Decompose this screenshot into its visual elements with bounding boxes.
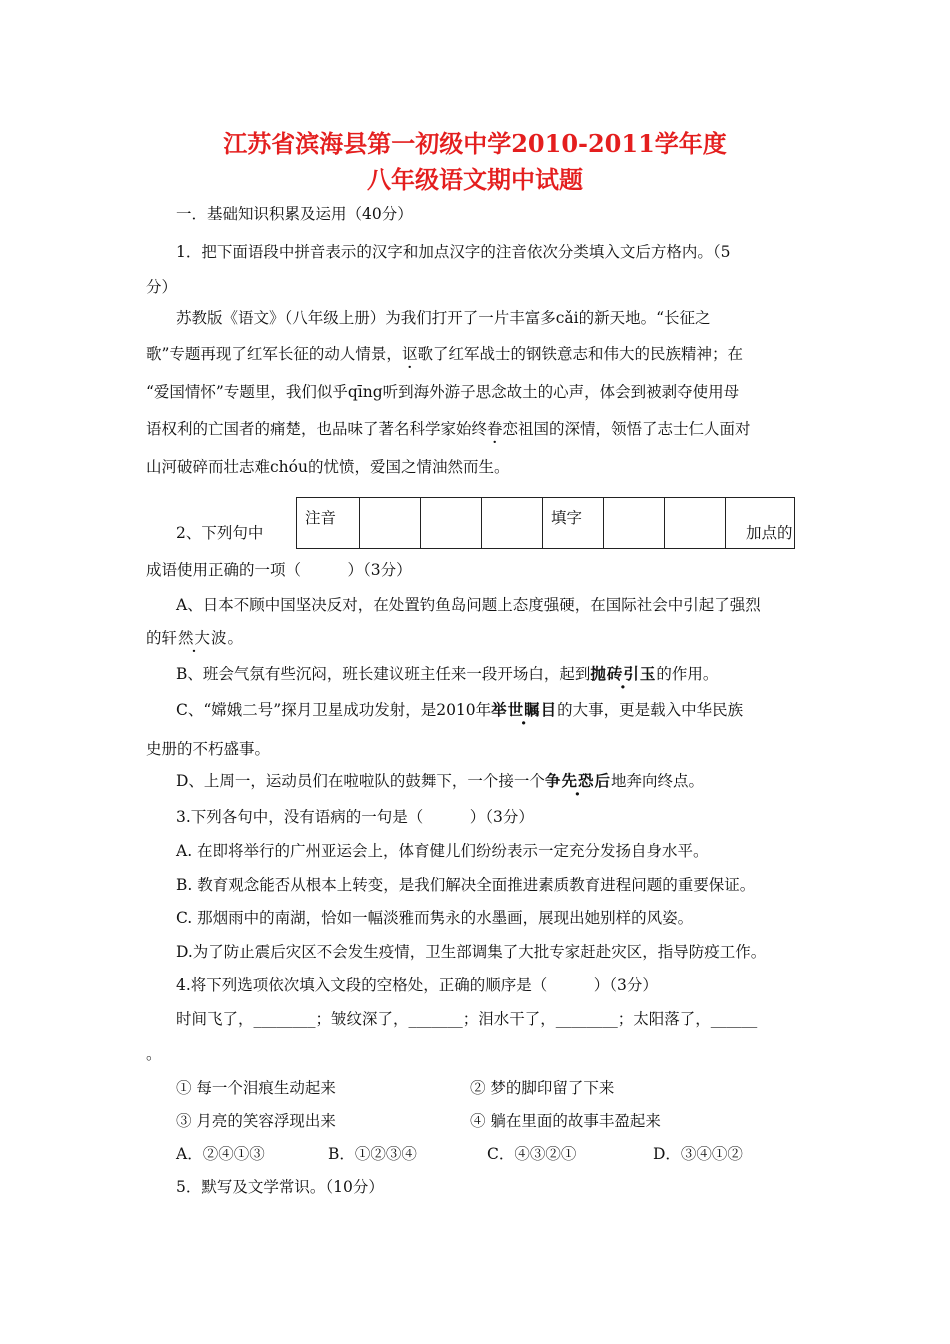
dotted-idiom: 抛砖引玉 [590,664,657,683]
q2-option-b: B、班会气氛有些沉闷，班长建议班主任来一段开场白，起到抛砖引玉的作用。 [176,664,719,683]
q2-option-c-cont: 史册的不朽盛事。 [146,740,271,758]
q1-passage-line: 歌”专题再现了红军长征的动人情景，讴歌了红军战士的钢铁意志和伟大的民族精神；在 [146,342,743,364]
q3-option-d: D.为了防止震后灾区不会发生疫情，卫生部调集了大批专家赶赴灾区，指导防疫工作。 [176,943,767,961]
table-label-fill: 填字 [543,498,604,549]
answer-cell[interactable] [360,498,421,549]
answer-cell[interactable] [604,498,665,549]
dotted-idiom: 轩然大波 [161,629,228,647]
q4-choice-a: A．②④①③ [176,1145,265,1163]
dotted-idiom: 争先恐后 [544,771,611,790]
table-label-pinyin: 注音 [297,498,360,549]
q2-stem-cont: 成语使用正确的一项（ ）（3分） [146,561,412,579]
answer-cell[interactable] [665,498,726,549]
q1-passage-line: “爱国情怀”专题里，我们似乎qīng听到海外游子思念故土的心声，体会到被剥夺使用母 [146,383,740,401]
q1-stem-cont: 分） [146,278,178,296]
q2-option-a-cont: 的轩然大波。 [146,626,243,648]
section-heading: 一．基础知识积累及运用（40分） [176,205,413,223]
q4-item-1: ① 每一个泪痕生动起来 [176,1079,336,1097]
dotted-char: 眷 [487,420,503,438]
answer-cell[interactable] [482,498,543,549]
q4-item-4: ④ 躺在里面的故事丰盈起来 [470,1112,661,1130]
q4-fill-line: 时间飞了，________；皱纹深了，_______；泪水干了，________；太阳落了，______ [176,1010,758,1028]
q4-stem: 4.将下列选项依次填入文段的空格处，正确的顺序是（ ）（3分） [176,976,658,994]
q3-option-b: B. 教育观念能否从根本上转变，是我们解决全面推进素质教育进程问题的重要保证。 [176,876,756,894]
q3-option-a: A. 在即将举行的广州亚运会上，体育健儿们纷纷表示一定充分发扬自身水平。 [176,842,709,860]
exam-title-line1: 江苏省滨海县第一初级中学2010-2011学年度 [223,129,727,158]
answer-table [296,497,795,549]
dotted-char: 讴 [401,345,418,363]
q2-stem: 2、下列句中 [176,524,264,542]
q4-item-2: ② 梦的脚印留了下来 [470,1079,615,1097]
q3-stem: 3.下列各句中，没有语病的一句是（ ）（3分） [176,808,534,826]
exam-title-line2: 八年级语文期中试题 [367,165,583,194]
answer-cell[interactable] [421,498,482,549]
q1-stem: 1．把下面语段中拼音表示的汉字和加点汉字的注音依次分类填入文后方格内。（5 [176,243,731,261]
q2-option-c: C、“嫦娥二号”探月卫星成功发射，是2010年举世瞩目的大事，更是载入中华民族 [176,700,744,719]
q1-passage-line: 语权利的亡国者的痛楚，也品味了著名科学家始终眷恋祖国的深情，领悟了志士仁人面对 [146,417,751,439]
q1-passage-line: 苏教版《语文》（八年级上册）为我们打开了一片丰富多cǎi的新天地。“长征之 [176,309,711,327]
q4-choice-c: C．④③②① [487,1145,577,1163]
q1-passage-line: 山河破碎而壮志难chóu的忧愤，爱国之情油然而生。 [146,458,510,476]
q4-choice-d: D．③④①② [653,1145,743,1163]
q2-stem-tail: 加点的 [746,524,793,542]
q3-option-c: C. 那烟雨中的南湖，恰如一幅淡雅而隽永的水墨画，展现出她别样的风姿。 [176,909,694,927]
q4-item-3: ③ 月亮的笑容浮现出来 [176,1112,336,1130]
dotted-idiom: 举世瞩目 [491,700,558,719]
q2-option-d: D、上周一，运动员们在啦啦队的鼓舞下，一个接一个争先恐后地奔向终点。 [176,771,704,790]
q2-option-a: A、日本不顾中国坚决反对，在处置钓鱼岛问题上态度强硬，在国际社会中引起了强烈 [176,596,761,614]
q4-fill-line-end: 。 [146,1045,162,1063]
q4-choice-b: B．①②③④ [328,1145,417,1163]
q5-stem: 5．默写及文学常识。（10分） [176,1178,384,1196]
